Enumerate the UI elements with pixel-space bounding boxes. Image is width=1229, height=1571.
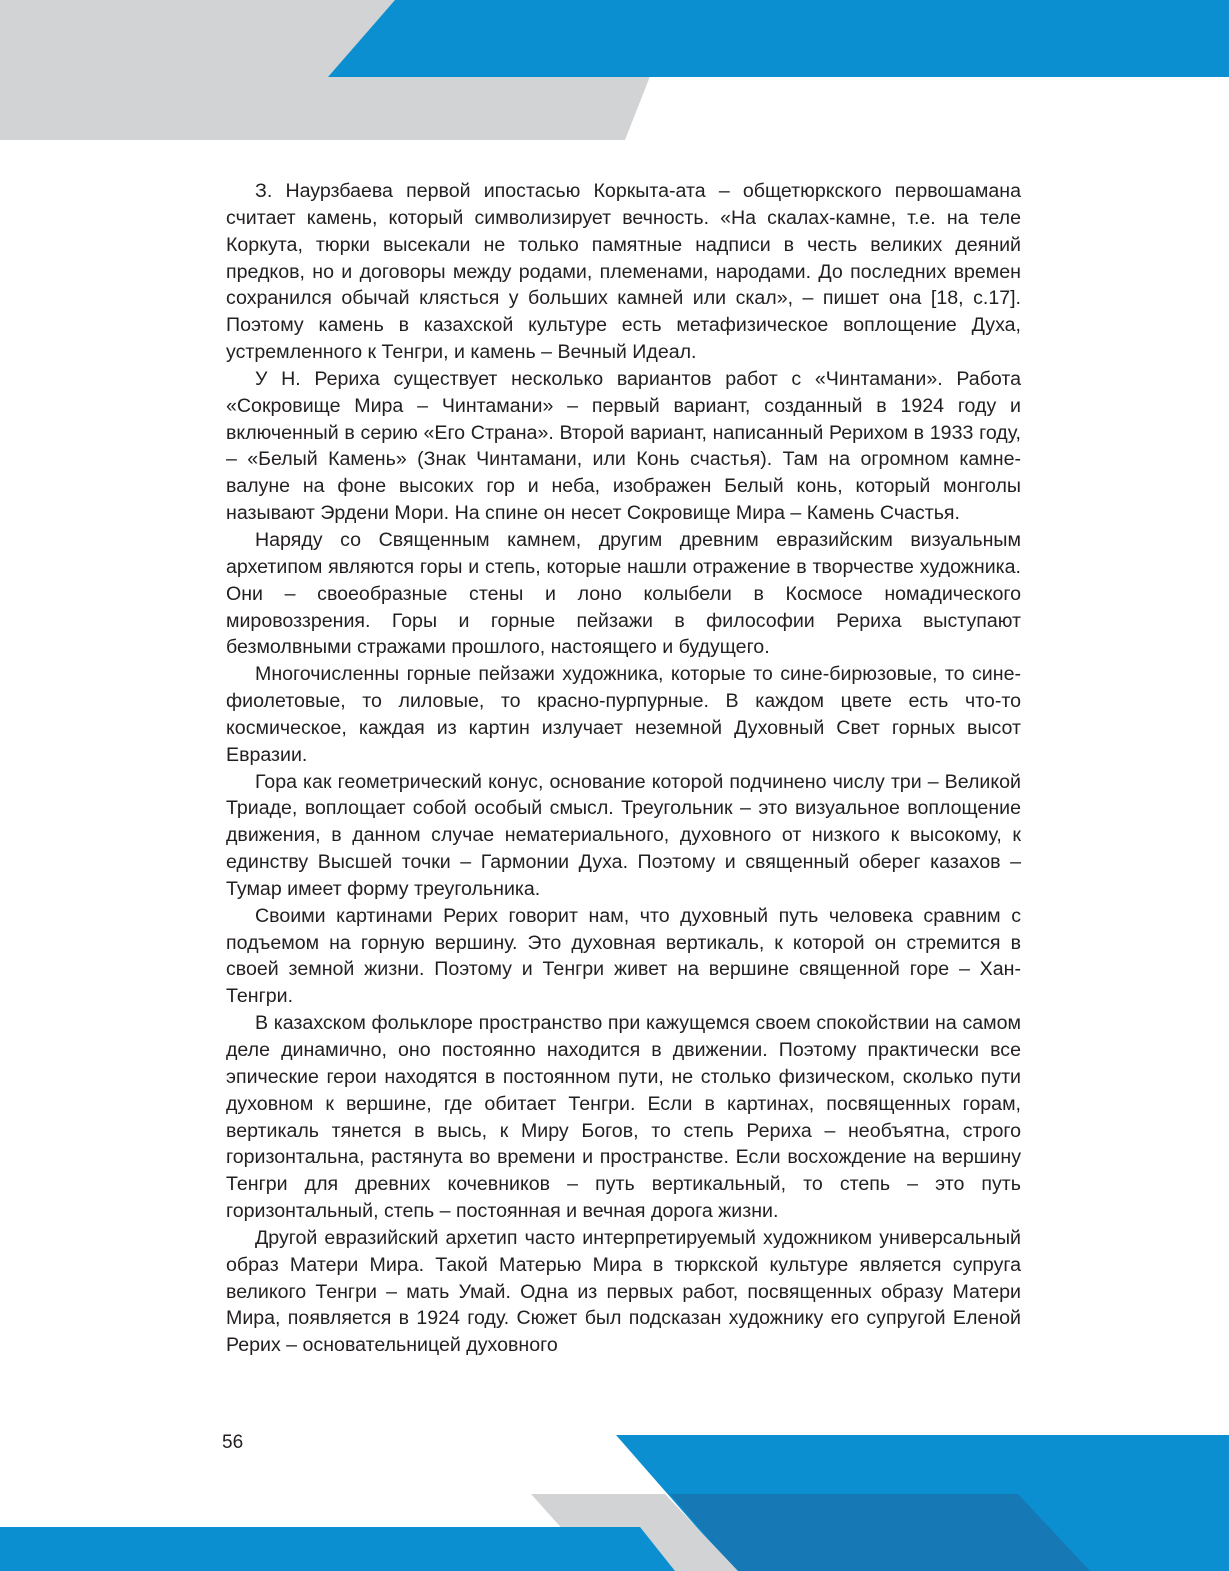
bottom-gray-band	[531, 1494, 738, 1571]
page-number: 56	[222, 1432, 244, 1453]
paragraph: Наряду со Священным камнем, другим древним евразийским визуальным архетипом являются горы и степь, которые нашли отражение в творчестве художника. Они – своеобразные стены и лоно колыбели в Космосе номадического мировоззрения. Горы и горные пейзажи в философии Рериха выступают безмолвными стражами прошлого, настоящего и будущего.	[226, 528, 1021, 659]
body-text	[226, 178, 1021, 1359]
paragraph: Своими картинами Рерих говорит нам, что духовный путь человека сравним с подъемом на горную вершину. Это духовная вертикаль, к которой он стремится в своей земной жизни. Поэтому и Тенгри живет на вершине священной горе – Хан-Тенгри.	[226, 904, 1021, 1008]
paragraph: З. Наурзбаева первой ипостасью Коркыта-ата – общетюркского первошамана считает камень, который символизирует вечность. «На скалах-камне, т.е. на теле Коркута, тюрки высекали не только памятные надписи в честь великих деяний предков, но и договоры между родами, племенами, народами. До последних времен сохранился обычай клясться у больших камней или скал», – пишет она [18, с.17]. Поэтому камень в казахской культуре есть метафизическое воплощение Духа, устремленного к Тенгри, и камень – Вечный Идеал.	[226, 180, 1021, 364]
paragraph: Многочисленны горные пейзажи художника, которые то сине-бирюзовые, то сине-фиолетовые, то лиловые, то красно-пурпурные. В каждом цвете есть что-то космическое, каждая из картин излучает неземной Духовный Свет горных высот Евразии.	[226, 663, 1021, 766]
paragraph: В казахском фольклоре пространство при кажущемся своем спокойствии на самом деле динамично, оно постоянно находится в движении. Поэтому практически все эпические герои находятся в постоянном пути, не столько физическом, сколько пути духовном к вершине, где обитает Тенгри. Если в картинах, посвященных горам, вертикаль тянется в высь, к Миру Богов, то степь Рериха – необъятна, строго горизонтальна, растянута во времени и пространстве. Если восхождение на вершину Тенгри для древних кочевников – путь вертикальный, то степь – это путь горизонтальный, степь – постоянная и вечная дорога жизни.	[226, 1012, 1021, 1223]
top-gray-band	[0, 0, 680, 140]
bottom-left-blue-band	[0, 1527, 675, 1571]
paragraph: Гора как геометрический конус, основание которой подчинено числу три – Великой Триаде, воплощает собой особый смысл. Треугольник – это визуальное воплощение движения, в данном случае нематериального, духовного от низкого к высокому, к единству Высшей точки – Гармонии Духа. Поэтому и священный оберег казахов – Тумар имеет форму треугольника.	[226, 770, 1021, 900]
paragraph: У Н. Рериха существует несколько вариантов работ с «Чинтамани». Работа «Сокровище Мира – Чинтамани» – первый вариант, созданный в 1924 году и включенный в серию «Его Страна». Второй вариант, написанный Рерихом в 1933 году, – «Белый Камень» (Знак Чинтамани, или Конь счастья). Там на огромном камне-валуне на фоне высоких гор и неба, изображен Белый конь, который монголы называют Эрдени Мори. На спине он несет Сокровище Мира – Камень Счастья.	[226, 367, 1021, 525]
bottom-dark-blue-band	[670, 1494, 1090, 1571]
top-blue-band	[328, 0, 1229, 77]
bottom-blue-band	[616, 1435, 1229, 1571]
paragraph: Другой евразийский архетип часто интерпретируемый художником универсальный образ Матери Мира. Такой Матерью Мира в тюркской культуре является супруга великого Тенгри – мать Умай. Одна из первых работ, посвященных образу Матери Мира, появляется в 1924 году. Сюжет был подсказан художнику его супругой Еленой Рерих – основательницей духовного	[226, 1226, 1021, 1357]
